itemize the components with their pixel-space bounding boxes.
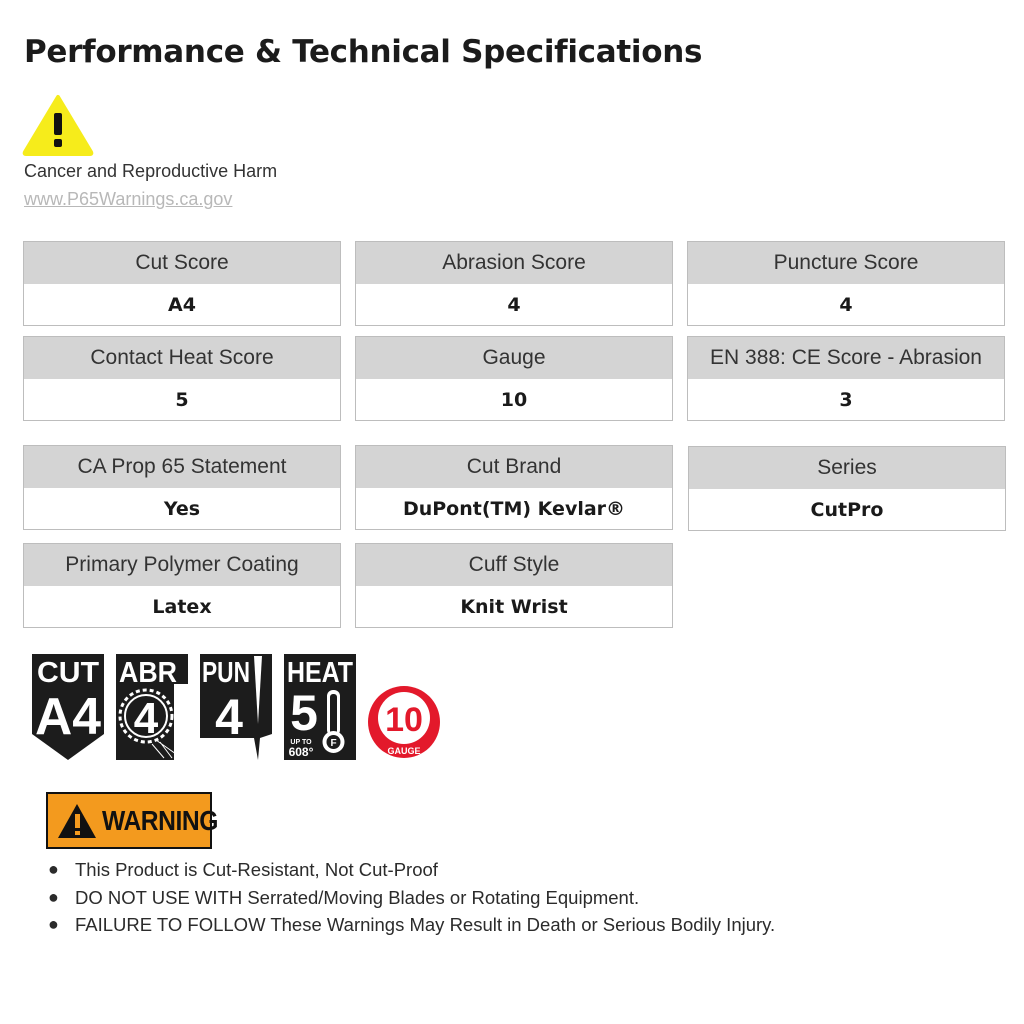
spec-value: 10	[500, 388, 528, 411]
spec-abrasion-score	[355, 241, 673, 326]
spec-cut-score	[23, 241, 341, 326]
spec-value: 3	[839, 388, 853, 411]
svg-text:F: F	[330, 738, 337, 749]
spec-value: A4	[168, 293, 196, 316]
spec-label: Contact Heat Score	[24, 337, 340, 379]
gauge-badge	[366, 684, 442, 760]
list-item: ● FAILURE TO FOLLOW These Warnings May Result in Death or Serious Bodily Injury.	[46, 911, 786, 939]
warning-label	[46, 792, 219, 849]
spec-value: 4	[839, 293, 853, 316]
abrasion-badge-title: ABR	[119, 657, 178, 689]
prop65-link[interactable]: www.P65Warnings.ca.gov	[24, 189, 233, 209]
spec-value: 4	[507, 293, 521, 316]
puncture-badge-value: 4	[215, 689, 243, 745]
spec-label: Primary Polymer Coating	[24, 544, 340, 586]
spec-cut-brand	[355, 445, 673, 530]
spec-ca-prop65	[23, 445, 341, 530]
cut-badge-title: CUT	[37, 657, 100, 689]
gauge-badge-value: 10	[385, 701, 423, 739]
spec-label: EN 388: CE Score - Abrasion	[688, 337, 1004, 379]
abrasion-rating-badge	[116, 654, 188, 760]
bullet-icon: ●	[48, 914, 59, 934]
puncture-rating-badge	[200, 654, 272, 760]
gauge-badge-label: GAUGE	[387, 746, 421, 756]
cut-rating-badge	[32, 654, 104, 760]
spec-label: Series	[689, 447, 1005, 489]
spec-value: Knit Wrist	[460, 595, 568, 618]
bullet-icon: ●	[48, 886, 59, 907]
spec-primary-polymer-coating	[23, 543, 341, 628]
spec-label: CA Prop 65 Statement	[24, 446, 340, 488]
heat-badge-title: HEAT	[287, 657, 354, 689]
spec-value: Latex	[152, 595, 212, 618]
warning-label-text: WARNING	[102, 804, 219, 836]
spec-en388-abrasion	[687, 336, 1005, 421]
heat-badge-value: 5	[290, 685, 318, 741]
spec-cuff-style	[355, 543, 673, 628]
page-title: Performance & Technical Specifications	[24, 34, 703, 70]
prop65-warning-text: Cancer and Reproductive Harm	[24, 161, 278, 181]
spec-label: Cut Score	[24, 242, 340, 284]
heat-rating-badge	[284, 654, 356, 760]
warning-triangle-icon	[22, 94, 94, 156]
spec-value: CutPro	[810, 498, 884, 521]
spec-label: Puncture Score	[688, 242, 1004, 284]
heat-badge-temp: 608°	[288, 745, 314, 759]
spec-contact-heat-score	[23, 336, 341, 421]
spec-value: DuPont(TM) Kevlar®	[402, 497, 626, 520]
spec-label: Cuff Style	[356, 544, 672, 586]
warning-triangle-icon	[56, 802, 98, 840]
cut-badge-value: A4	[35, 688, 102, 746]
heat-badge-upto: UP TO	[290, 739, 312, 746]
abrasion-badge-value: 4	[133, 694, 159, 743]
spec-gauge	[355, 336, 673, 421]
spec-value: 5	[175, 388, 189, 411]
spec-label: Cut Brand	[356, 446, 672, 488]
spec-value: Yes	[163, 497, 201, 520]
list-item: ● This Product is Cut-Resistant, Not Cut-Proof	[46, 856, 786, 884]
bullet-icon: ●	[48, 859, 59, 879]
puncture-badge-title: PUN	[202, 657, 250, 689]
spec-label: Abrasion Score	[356, 242, 672, 284]
spec-puncture-score	[687, 241, 1005, 326]
spec-label: Gauge	[356, 337, 672, 379]
list-item: ● DO NOT USE WITH Serrated/Moving Blades or Rotating Equipment.	[46, 884, 786, 912]
warning-list	[46, 856, 786, 939]
spec-series	[688, 446, 1006, 531]
